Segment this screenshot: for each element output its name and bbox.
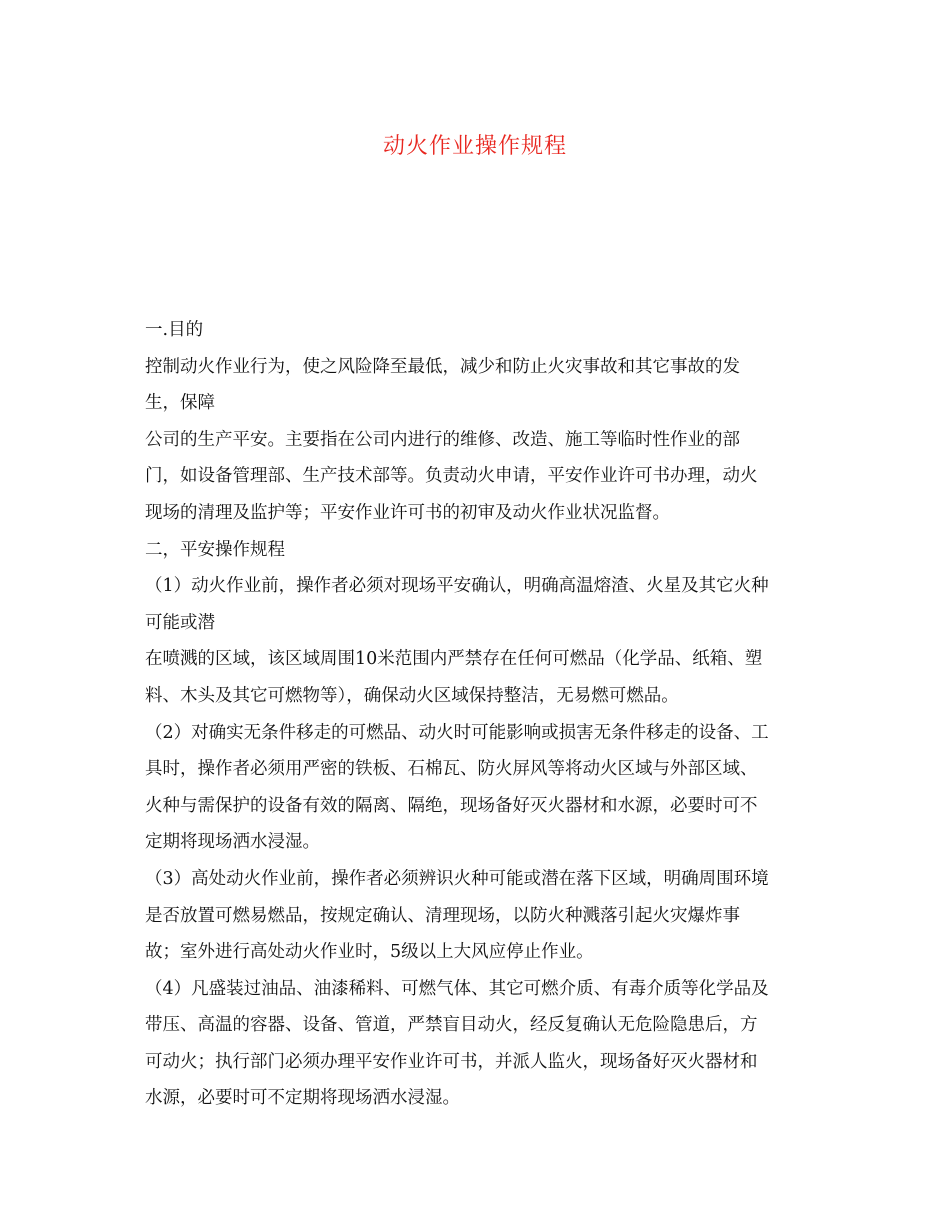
section-heading: 一.目的 [145,320,204,340]
paragraph-line: 水源，必要时可不定期将现场洒水浸湿。 [145,1088,460,1109]
paragraph-line: 具时，操作者必须用严密的铁板、石棉瓦、防火屏风等将动火区域与外部区域、 [145,759,758,780]
paragraph-line: 现场的清理及监护等；平安作业许可书的初审及动火作业状况监督。 [145,502,670,523]
paragraph-line: 定期将现场洒水浸湿。 [145,832,320,853]
section-heading: 二，平安操作规程 [145,539,285,560]
paragraph-line: 在喷溅的区域，该区域周围10米范围内严禁存在任何可燃品（化学品、纸箱、塑 [145,649,763,670]
paragraph-line: 公司的生产平安。主要指在公司内进行的维修、改造、施工等临时性作业的部 [145,429,740,450]
paragraph-line: 火种与需保护的设备有效的隔离、隔绝，现场备好灭火器材和水源，必要时可不 [145,795,758,816]
paragraph-line: 控制动火作业行为，使之风险降至最低，减少和防止火灾事故和其它事故的发 [145,356,740,377]
paragraph-line: 带压、高温的容器、设备、管道，严禁盲目动火，经反复确认无危险隐患后，方 [145,1015,758,1036]
document-title: 动火作业操作规程 [382,134,567,159]
paragraph-line: （3）高处动火作业前，操作者必须辨识火种可能或潜在落下区域，明确周围环境 [145,868,769,889]
paragraph-line: （2）对确实无条件移走的可燃品、动火时可能影响或损害无条件移走的设备、工 [145,722,769,743]
paragraph-line: 是否放置可燃易燃品，按规定确认、清理现场，以防火种溅落引起火灾爆炸事 [145,905,740,926]
paragraph-line: 可动火；执行部门必须办理平安作业许可书，并派人监火，现场备好灭火器材和 [145,1051,758,1072]
paragraph-line: 料、木头及其它可燃物等），确保动火区域保持整洁，无易燃可燃品。 [145,685,679,706]
paragraph-line: 可能或潜 [145,612,215,633]
document-body [145,312,813,1117]
paragraph-line: （1）动火作业前，操作者必须对现场平安确认，明确高温熔渣、火星及其它火种 [145,576,769,597]
paragraph-line: 生，保障 [145,393,215,414]
paragraph-line: （4）凡盛装过油品、油漆稀料、可燃气体、其它可燃介质、有毒介质等化学品及 [145,978,769,999]
paragraph-line: 故；室外进行高处动火作业时，5级以上大风应停止作业。 [145,942,594,963]
paragraph-line: 门，如设备管理部、生产技术部等。负责动火申请，平安作业许可书办理，动火 [145,466,758,487]
